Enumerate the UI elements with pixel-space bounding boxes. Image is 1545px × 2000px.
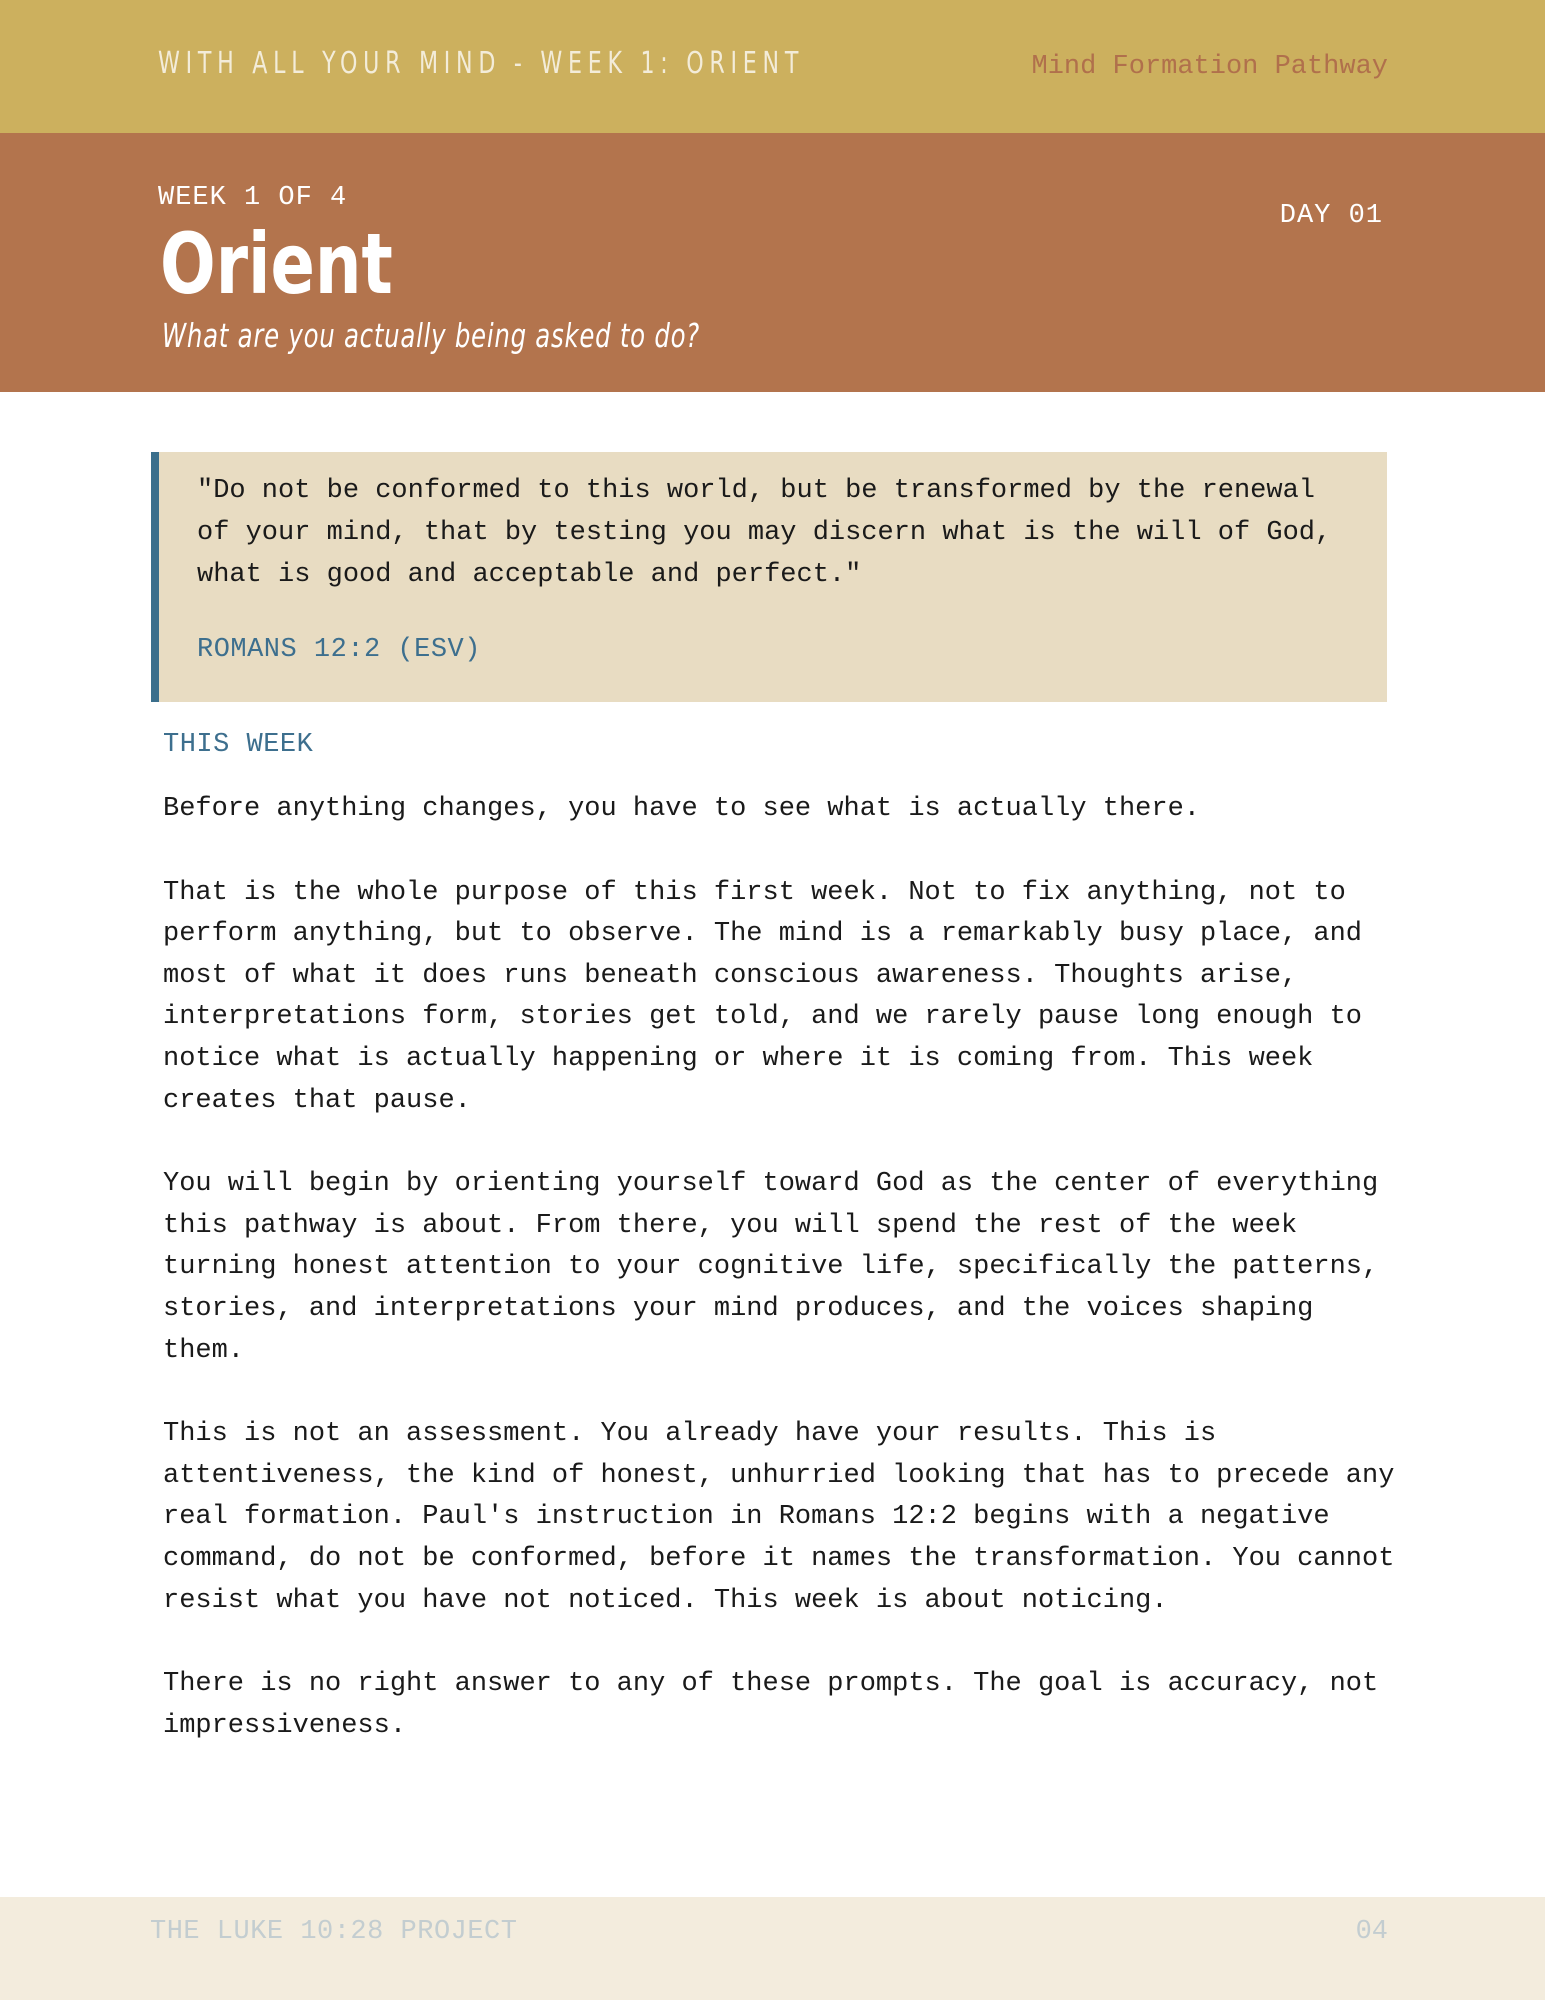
week-title: Orient (160, 215, 393, 313)
week-label: WEEK 1 OF 4 (158, 183, 348, 213)
body-paragraph: That is the whole purpose of this first week. Not to fix anything, not to perform anything, but to observe. The mind is a remarkably busy place, and most of what it does runs beneath conscious awareness. Thoughts arise, interpretations form, stories get told, and we rarely pause long enough to notice what is actually happening or where it is coming from. This week creates that pause. (163, 877, 1362, 1116)
scripture-reference: ROMANS 12:2 (ESV) (197, 635, 481, 665)
body-paragraph: This is not an assessment. You already have your results. This is attentiveness, the kind of honest, unhurried looking that has to precede any real formation. Paul's instruction in Romans 12:2 begins with a negative command, do not be conformed, before it names the transformation. You cannot resist what you have not noticed. This week is about noticing. (163, 1419, 1395, 1616)
document-title: WITH ALL YOUR MIND - WEEK 1: ORIENT (158, 46, 805, 81)
body-paragraph: You will begin by orienting yourself toward God as the center of everything this pathway is about. From there, you will spend the rest of the week turning honest attention to your cognitive life, specifically the patterns, stories, and interpretations your mind produces, and the voices shaping them. (163, 1169, 1379, 1366)
body-paragraph: Before anything changes, you have to see what is actually there. (163, 794, 1200, 824)
scripture-quote: "Do not be conformed to this world, but be transformed by the renewal of your mind, that by testing you may discern what is the will of God, what is good and acceptable and perfect." (197, 476, 1332, 590)
pathway-name: Mind Formation Pathway (1031, 52, 1388, 82)
section-heading: THIS WEEK (163, 730, 314, 760)
week-subtitle: What are you actually being asked to do? (162, 316, 700, 355)
page-number: 04 (1355, 1917, 1388, 1947)
scripture-callout (151, 452, 1387, 702)
body-paragraph: There is no right answer to any of these prompts. The goal is accuracy, not impressiveness. (163, 1669, 1379, 1741)
footer-bar (0, 1897, 1545, 2000)
footer-project-name: THE LUKE 10:28 PROJECT (150, 1917, 518, 1947)
body-text (163, 789, 1403, 1789)
day-label: DAY 01 (1279, 201, 1383, 231)
